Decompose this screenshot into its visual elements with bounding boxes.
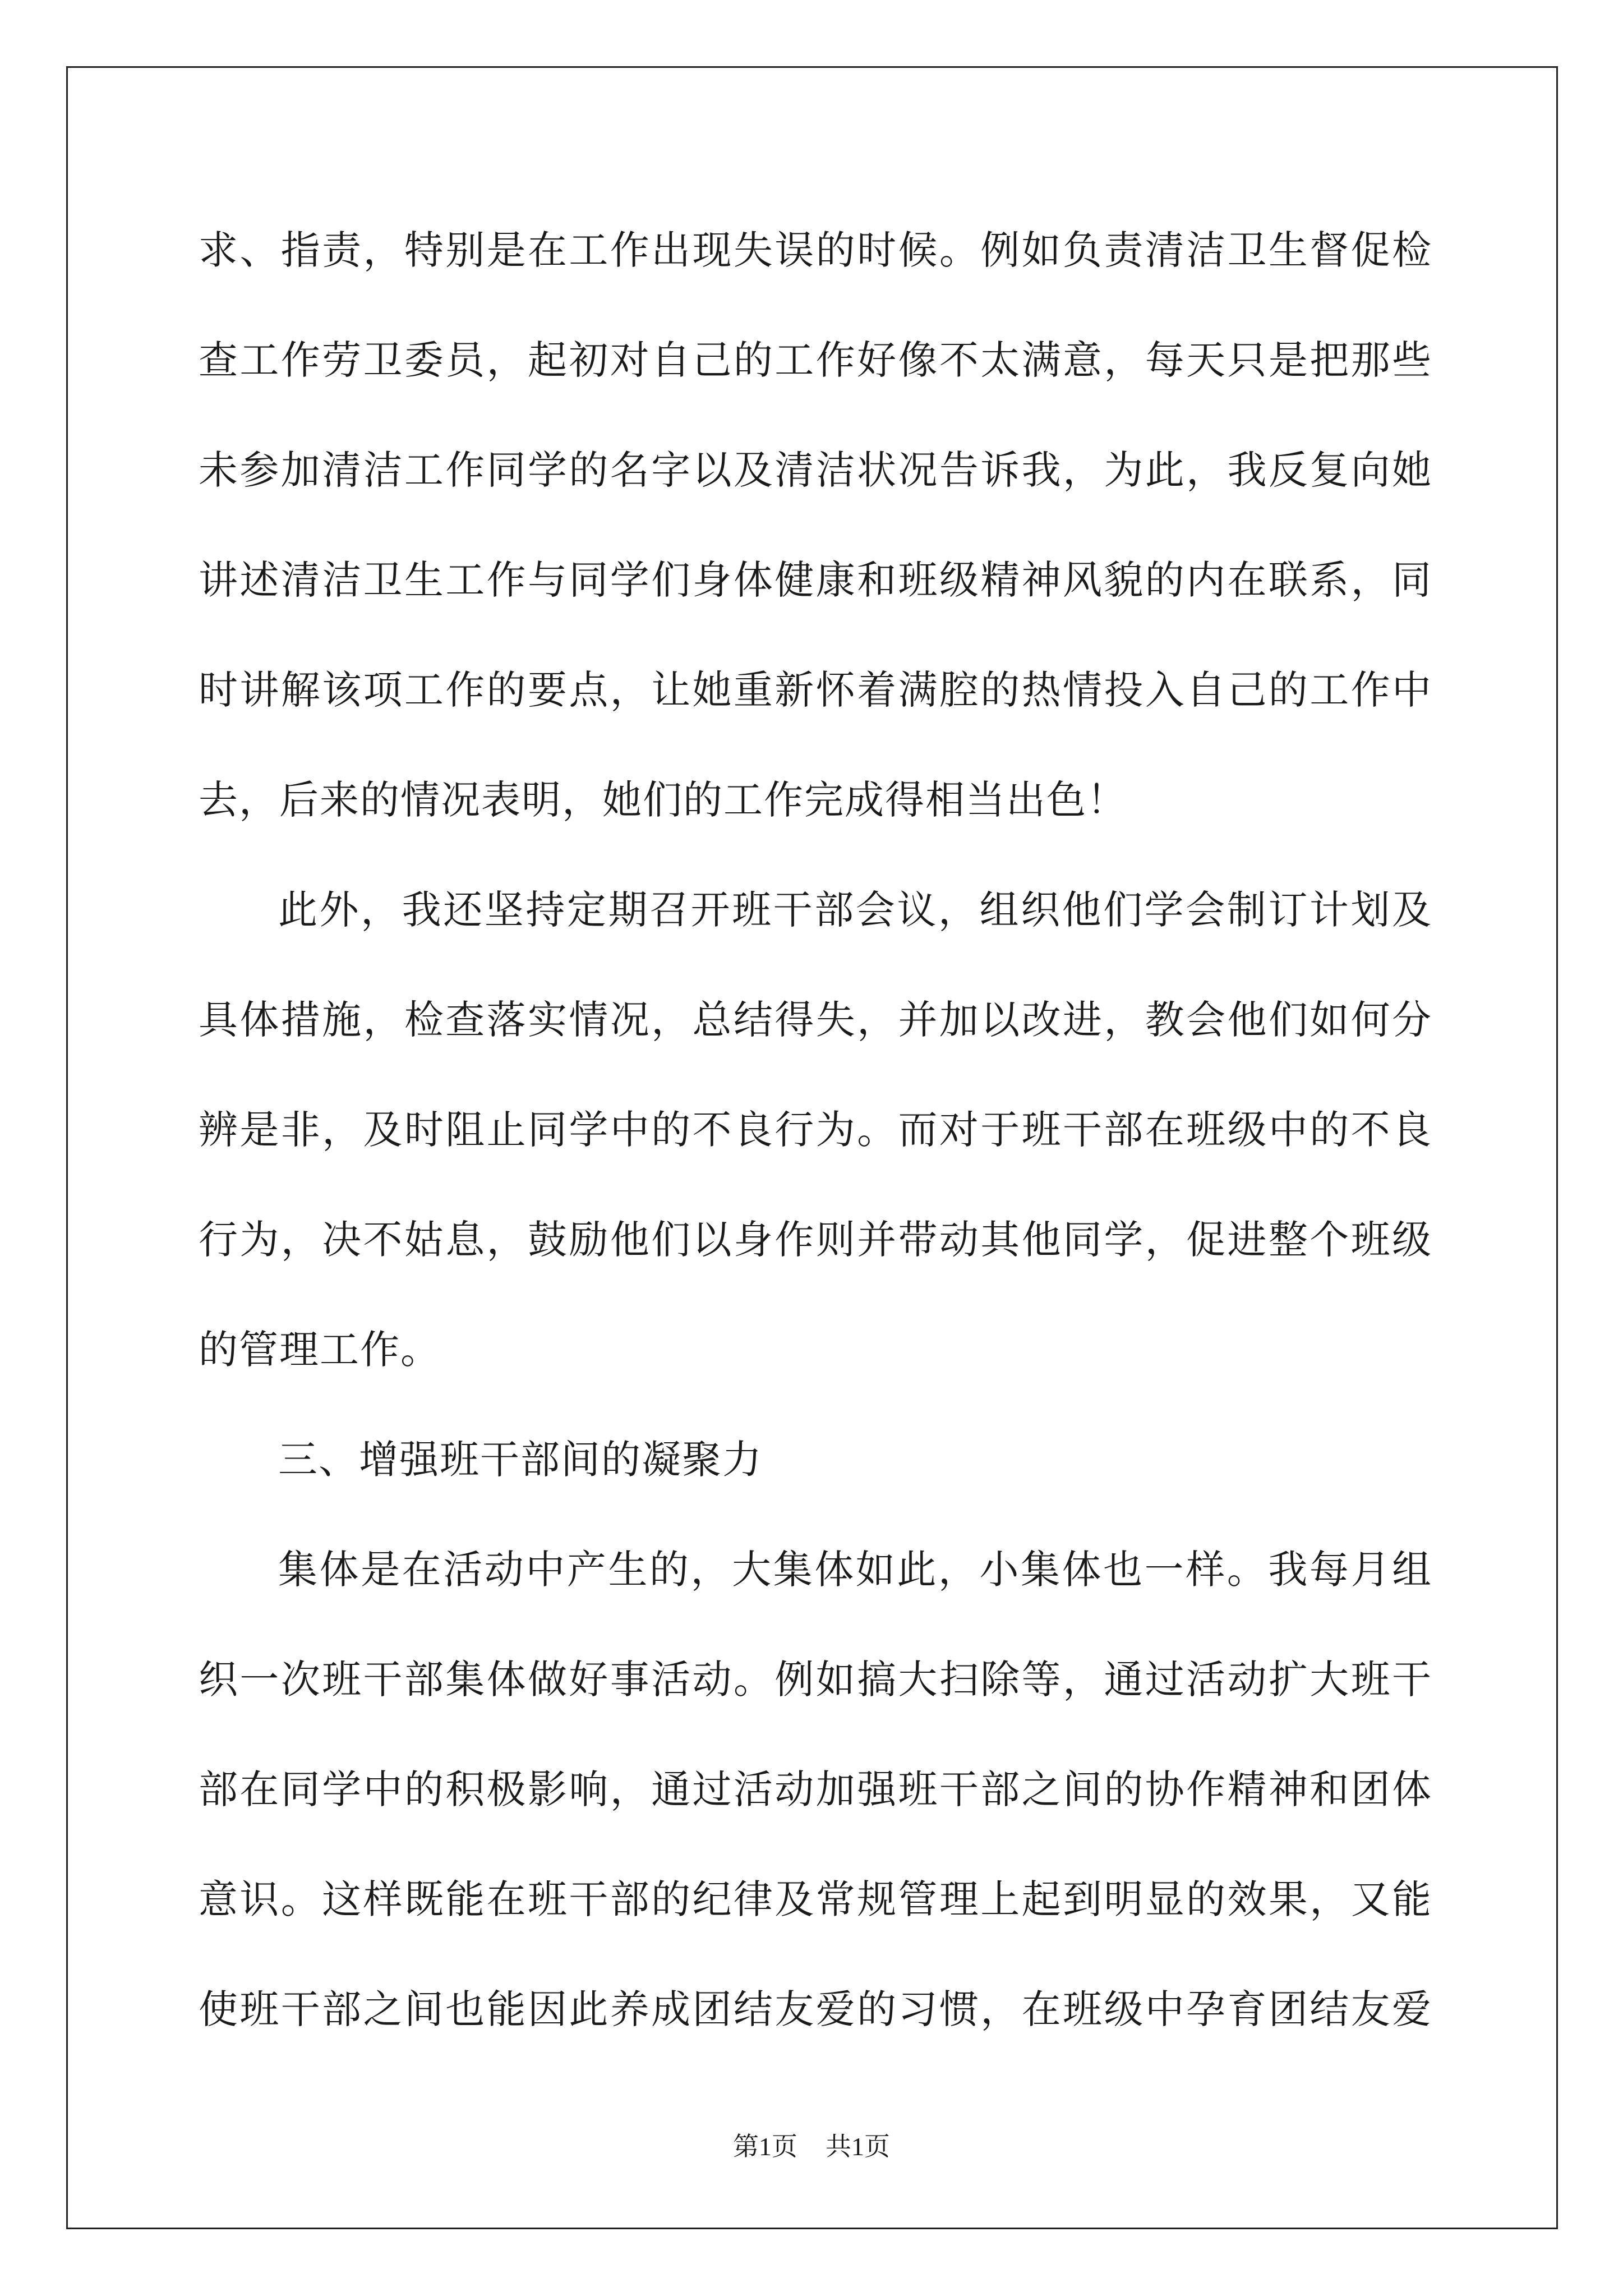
text-line: 集体是在活动中产生的，大集体如此，小集体也一样。我每月组 (278, 1547, 1432, 1593)
document-body (199, 195, 1432, 2064)
text-line: 部在同学中的积极影响，通过活动加强班干部之间的协作精神和团体 (199, 1766, 1432, 1812)
page-total: 共1页 (826, 2132, 890, 2161)
section-heading: 三、增强班干部间的凝聚力 (278, 1437, 763, 1483)
text-line: 去，后来的情况表明，她们的工作完成得相当出色！ (199, 777, 1127, 823)
text-line: 织一次班干部集体做好事活动。例如搞大扫除等，通过活动扩大班干 (199, 1657, 1432, 1703)
text-line: 具体措施，检查落实情况，总结得失，并加以改进，教会他们如何分 (199, 997, 1432, 1043)
text-line: 时讲解该项工作的要点，让她重新怀着满腔的热情投入自己的工作中 (199, 667, 1432, 713)
text-line: 未参加清洁工作同学的名字以及清洁状况告诉我，为此，我反复向她 (199, 447, 1432, 493)
page-footer (0, 2126, 1623, 2163)
text-line: 的管理工作。 (199, 1327, 441, 1373)
text-line: 行为，决不姑息，鼓励他们以身作则并带动其他同学，促进整个班级 (199, 1217, 1432, 1263)
page-number: 第1页 (733, 2132, 797, 2161)
text-line: 查工作劳卫委员，起初对自己的工作好像不太满意，每天只是把那些 (199, 337, 1432, 383)
text-line: 使班干部之间也能因此养成团结友爱的习惯，在班级中孕育团结友爱 (199, 1986, 1432, 2032)
text-line: 意识。这样既能在班干部的纪律及常规管理上起到明显的效果，又能 (199, 1876, 1432, 1922)
text-line: 辨是非，及时阻止同学中的不良行为。而对于班干部在班级中的不良 (199, 1107, 1432, 1153)
text-line: 此外，我还坚持定期召开班干部会议，组织他们学会制订计划及 (278, 887, 1432, 933)
text-line: 求、指责，特别是在工作出现失误的时候。例如负责清洁卫生督促检 (199, 227, 1432, 273)
text-line: 讲述清洁卫生工作与同学们身体健康和班级精神风貌的内在联系，同 (199, 557, 1432, 603)
